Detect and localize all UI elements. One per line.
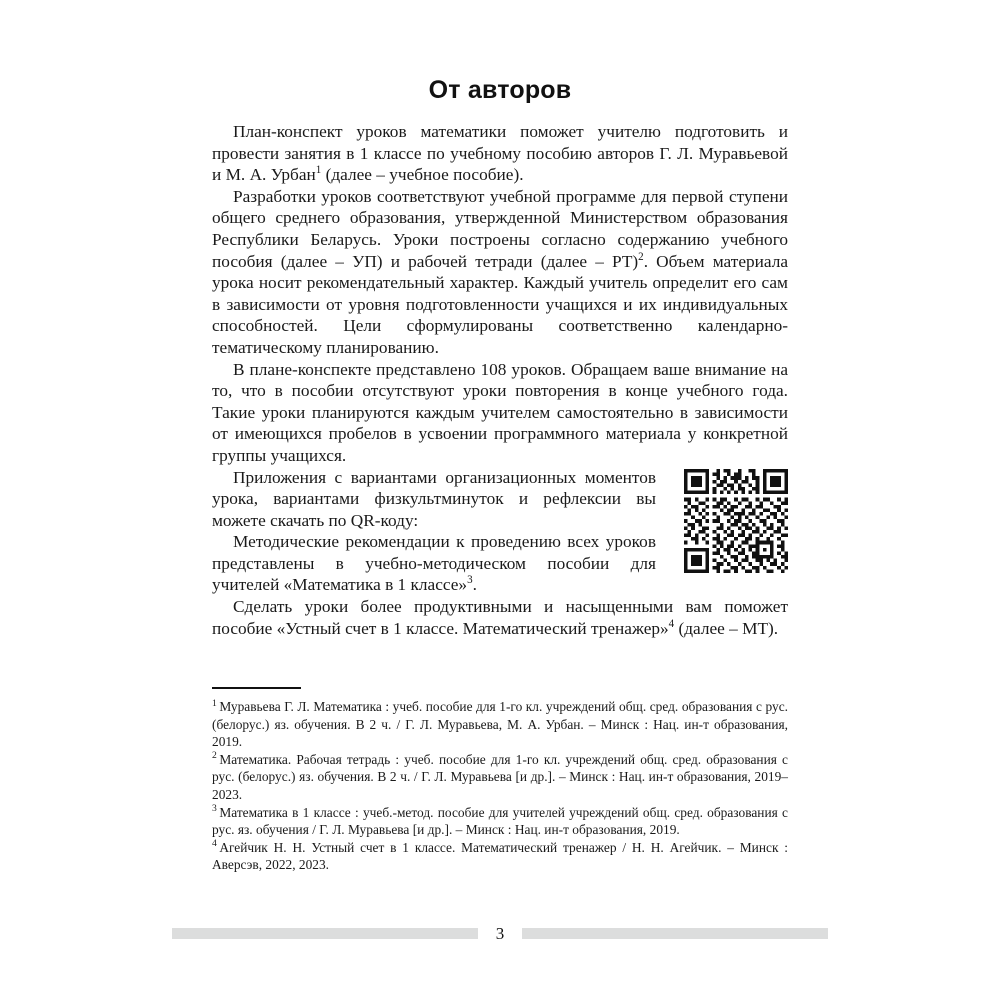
paragraph-text: Сделать уроки более продуктивными и насыщенными вам поможет пособие «Устный счет в 1 классе. Математический тренажер» (212, 597, 788, 638)
footnote-separator (212, 687, 301, 689)
qr-code-icon[interactable] (684, 469, 788, 573)
footnote-number: 2 (212, 750, 217, 762)
footer-rule-right (522, 928, 828, 939)
footnote-ref-1[interactable]: 1 (315, 164, 322, 177)
footnote-item (212, 751, 788, 804)
paragraph-intro (212, 121, 788, 186)
footnote-item (212, 804, 788, 839)
paragraph-text-after: (далее – МТ). (674, 618, 779, 638)
paragraph-trainer (212, 596, 788, 639)
footnote-item (212, 839, 788, 874)
paragraph-text: План-конспект уроков математики поможет учителю подготовить и провести занятия в 1 классе по учебному пособию авторов Г. Л. Муравьевой и М. А. Урбан (212, 122, 788, 185)
footnote-text: Муравьева Г. Л. Математика : учеб. пособие для 1-го кл. учреждений общ. сред. образования с рус. (белорус.) яз. обучения. В 2 ч. / Г. Л. Муравьева, М. А. Урбан. – Минск : Нац. ин-т образования, 2019. (212, 699, 788, 750)
footnote-number: 4 (212, 838, 217, 850)
footnote-ref-3[interactable]: 3 (467, 574, 473, 587)
body-text-column (212, 121, 788, 639)
footnote-text: Математика. Рабочая тетрадь : учеб. пособие для 1-го кл. учреждений общ. сред. образования с рус. (белорус.) яз. обучения. В 2 ч. / Г. Л. Муравьева [и др.]. – Минск : Нац. ин-т образования, 2019–2023. (212, 751, 788, 802)
paragraph-text: Разработки уроков соответствуют учебной программе для первой ступени общего среднего образования, утвержденной Министерством образования Республики Беларусь. Уроки построены согласно содержанию учебного пособия (далее – УП) и рабочей тетради (далее – РТ) (212, 186, 788, 271)
footnote-ref-2[interactable]: 2 (638, 250, 644, 263)
paragraph-text-after: . (472, 575, 477, 595)
paragraph-text: Приложения с вариантами организационных моментов урока, вариантами физкультминуток и рефлексии вы можете скачать по QR-коду: (212, 467, 656, 530)
paragraph-lessons-count (212, 359, 788, 467)
footnotes-section (212, 698, 788, 874)
footnote-text: Математика в 1 классе : учеб.-метод. пособие для учителей учреждений общ. сред. образования с рус. яз. обучения / Г. Л. Муравьева [и др.]. – Минск : Нац. ин-т образования, 2019. (212, 804, 788, 838)
footnote-text: Агейчик Н. Н. Устный счет в 1 классе. Математический тренажер / Н. Н. Агейчик. – Минск : Аверсэв, 2022, 2023. (212, 839, 788, 873)
footnote-item (212, 698, 788, 751)
paragraph-text-after: . Объем материала урока носит рекомендательный характер. Каждый учитель определит его сам в зависимости от уровня подготовленности учащихся и их индивидуальных способностей. Цели сформулированы соответственно календарно-тематическому планированию. (212, 251, 788, 357)
paragraph-program (212, 186, 788, 359)
page-title: От авторов (428, 76, 572, 104)
footnote-number: 1 (212, 697, 217, 709)
paragraph-text: В плане-конспекте представлено 108 уроков. Обращаем ваше внимание на то, что в пособии отсутствуют уроки повторения в конце учебного года. Такие уроки планируются каждым учителем самостоятельно в зависимости от имеющихся пробелов в усвоении программного материала у конкретной группы учащихся. (212, 359, 788, 465)
page-number: 3 (495, 923, 505, 943)
paragraph-text-after: (далее – учебное пособие). (321, 165, 524, 185)
footer-rule-left (172, 928, 478, 939)
paragraph-text: Методические рекомендации к проведению всех уроков представлены в учебно-методическом пособии для учителей «Математика в 1 классе» (212, 532, 656, 595)
page-footer (0, 920, 1000, 946)
qr-code-container (670, 469, 788, 581)
footnote-number: 3 (212, 803, 217, 815)
footnote-ref-4[interactable]: 4 (668, 617, 675, 630)
